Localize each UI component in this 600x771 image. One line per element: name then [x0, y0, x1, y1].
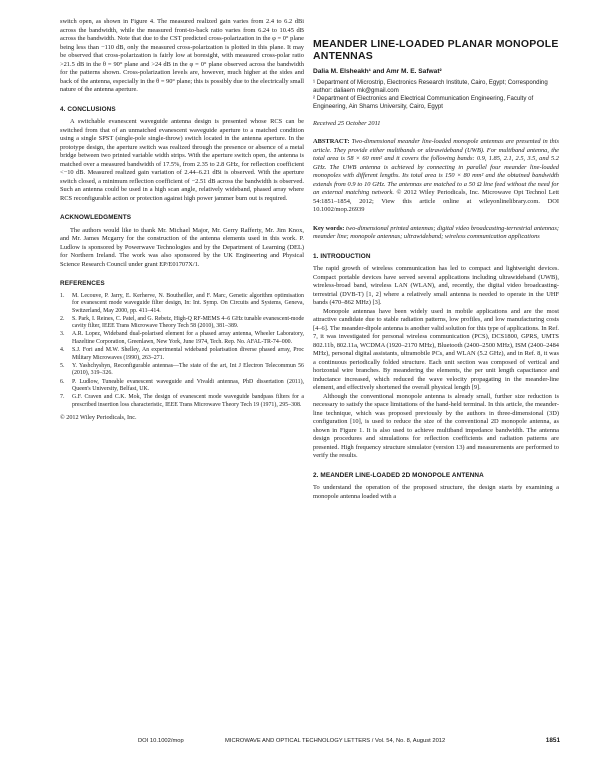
footer-journal: MICROWAVE AND OPTICAL TECHNOLOGY LETTERS / Vol. 54, No. 8, August 2012 — [225, 738, 446, 744]
keywords-text: two-dimensional printed antennas; digital video broadcasting-terrestrial antennas; meander line; monopole antennas; ultrawideband; wireless communication applications — [313, 224, 559, 240]
abstract-text: Two-dimensional meander line-loaded monopole antennas are presented in this article. They provide either multibands or ultrawideband (UWB). For multiband antenna, the total area is 58 × 60 mm² and it covers the following bands: 0.9, 1.85, 2.1, 2.5, 3.5, and 5.2 GHz. The UWB antenna is achieved by connecting in parallel four meander line-loaded monopoles with different lengths. Its total area is 150 × 80 mm² and the obtained bandwidth extends from 0.9 to 10 GHz. The antennas are matched to a 50 Ω line feed without the need for an external matching network. — [313, 138, 559, 196]
reference-text: P. Ludlow, Tuneable evanescent waveguide and Vivaldi antennas, PhD dissertation (2011), Queen's University, Belfast, UK. — [72, 378, 304, 393]
copyright-notice: © 2012 Wiley Periodicals, Inc. — [60, 414, 137, 422]
acknowledgments-paragraph: The authors would like to thank Mr. Michael Major, Mr. Gerry Rafferty, Mr. Jim Knox, and Mr. James Mcgarry for the construction of the antenna elements used in this work. P. Ludlow is sponsored by Powerwave Technologies and by the Department of Learning (DEL) for Northern Ireland. The work was also sponsored by the UK Engineering and Physical Science Research Council under grant EP/E01707X/1. — [60, 226, 304, 268]
conclusions-paragraph: A switchable evanescent waveguide antenna design is presented whose RCS can be switched from that of an unmatched evanescent waveguide aperture to a matched condition using a single SPST (single-pole single-throw) switch located in the antenna aperture. In the prototype design, the aperture switch was realized through the presence or absence of a metal bridge between two printed variable width strips. With the aperture switch open, the antenna is matched over a measured bandwidth of 17.5%, from 2.35 to 2.8 GHz, for reflection coefficient <−10 dB. Measured realized gain variation of 2.44–6.21 dBi is observed. With the aperture switch closed, a minimum reflection coefficient of −2.51 dB across the bandwidth is observed. Such an antenna could be used in a high scan angle, relatively wideband, phased array where RCS reconfigurable action or protection against high power jammer burn out is required. — [60, 118, 304, 202]
introduction-heading: 1. INTRODUCTION — [313, 252, 371, 260]
affiliation-1: ¹ Department of Microstrip, Electronics Research Institute, Cairo, Egypt; Corresponding author: daliaem mk@gmail.com — [313, 78, 548, 94]
reference-item — [60, 316, 304, 331]
article-authors: Dalia M. Elsheakh¹ and Amr M. E. Safwat² — [313, 68, 442, 75]
reference-text: A.R. Lopez, Wideband dual-polarised element for a phased array antenna, Wheeler Laboratory, Hazeltine Corporation, Greenlawn, New York, June 1974, Tech. Rep. No. AFAL-TR-74–000. — [72, 331, 304, 346]
reference-item — [60, 394, 304, 409]
affiliation-2: ² Department of Electronics and Electrical Communication Engineering, Faculty of Engineering, Ain Shams University, Cairo, Egypt — [313, 94, 534, 110]
abstract-citation: © 2012 Wiley Periodicals, Inc. Microwave Opt Technol Lett 54:1851–1854, 2012; View this article online at wileyonlinelibrary.com. DOI 10.1002/mop.26939 — [313, 189, 559, 213]
reference-text: Y. Yashchyshyn, Reconfigurable antennas—The state of the art, Int J Electron Telecommun 56 (2010), 319–326. — [72, 362, 304, 377]
reference-item — [60, 293, 304, 316]
reference-number: 3. — [60, 331, 65, 338]
keywords — [313, 225, 559, 242]
references-heading: REFERENCES — [60, 280, 105, 287]
introduction-paragraph-3: Although the conventional monopole antenna is already small, further size reduction is necessary to satisfy the space limitations of the hand-held terminal. In this article, the meander-line technique, which was proposed previously by the authors in three-dimensional (3D) configuration [10], is used to reduce the size of the conventional 2D monopole antenna, as shown in Figure 1. It is also used to achieve multiband impedance bandwidth. The antenna design procedures and simulations for reflection coefficients and radiation patterns are presented. High frequency structure simulator (version 13) and measurements are performed to verify the results. — [313, 392, 559, 459]
reference-item — [60, 363, 304, 378]
reference-item — [60, 331, 304, 346]
reference-text: M. Lecouve, P. Jarry, E. Kerherve, N. Boutheiller, and F. Marc, Genetic algorithm optimisation for evanescent mode waveguide filter design, In: Int. Symp. On Circuits and Systems, Geneva, Switzerland, May 2000, pp. 411–414. — [72, 292, 304, 314]
reference-number: 6. — [60, 378, 65, 385]
reference-number: 2. — [60, 315, 65, 322]
page-footer — [60, 735, 560, 747]
references-list — [60, 293, 304, 410]
reference-text: S.J. Fori and M.W. Shelley, An experimental wideband polarisation diverse phased array, Proc Military Microwaves (1990), 263–271. — [72, 347, 304, 361]
introduction-paragraph-2: Monopole antennas have been widely used in mobile applications and are the most attractive candidate due to stable radiation patterns, low profiles, and low manufacturing costs [4–6]. The meander-dipole antenna is another valid solution for this type of applications. In Ref. 7, it was investigated for personal wireless communication (PCS), DCS1800, GPRS, UMTS 802.11b, 802.11a, WCDMA (1920–2170 MHz), Bluetooth (2400–2500 MHz), ISM (2400–2484 MHz), personal digital assistants, ultramobile PCs, and WLAN (5.2 GHz), and in Ref. 8, it was a continuous periodically folded structure. Each unit section was composed of vertical and horizontal wire branches. By meandering the elements, the per unit length capacitance and inductance increased, which reduced the wave velocity propagating in the meander-line element, and effectively shortened the overall physical length [9]. — [313, 307, 559, 391]
section-2-paragraph: To understand the operation of the proposed structure, the design starts by examining a monopole antenna loaded with a — [313, 484, 559, 500]
abstract-label: ABSTRACT: — [313, 138, 350, 145]
results-paragraph: switch open, as shown in Figure 4. The measured realized gain varies from 2.4 to 6.2 dBi across the bandwidth, while the measured front-to-back ratio varies from 6.24 to 10.45 dB across the bandwidth. Note that due to the CST predicted cross-polarization in the φ = 0° plane being less than −110 dB, only the measured cross-polarization is plotted in this plane. It may be observed that cross-polarization is fairly low at boresight, with measured cross-polar ratio >21.5 dB in the θ = 90° plane and >24 dB in the φ = 0° plane observed across the bandwidth for the patterns shown. Cross-polarization levels are, however, much higher at the sides and back of the antenna, especially in the θ = 90° plane; this is possibly due to the electrically small nature of the antenna aperture. — [60, 18, 305, 93]
conclusions-heading: 4. CONCLUSIONS — [60, 105, 116, 113]
left-column — [60, 18, 304, 423]
received-date: Received 25 October 2011 — [313, 119, 381, 127]
reference-number: 1. — [60, 292, 65, 299]
reference-number: 4. — [60, 347, 65, 354]
page-number: 1851 — [545, 737, 560, 744]
reference-number: 7. — [60, 394, 65, 401]
article-title: MEANDER LINE-LOADED PLANAR MONOPOLE ANTENNAS — [313, 38, 559, 62]
reference-number: 5. — [60, 362, 65, 369]
keywords-label: Key words: — [313, 224, 345, 232]
introduction-paragraph-1: The rapid growth of wireless communication has led to compact and lightweight devices. Compact portable devices have served several applications including ultrawideband (UWB), wireless-broad band, wireless LAN (WLAN), and, recently, the digital video broadcasting-terrestrial (DVB-T) [1, 2] where a relatively small antenna is needed to operate in the UHF bands (470–862 MHz) [3]. — [313, 265, 559, 306]
section-2-heading: 2. MEANDER LINE-LOADED 2D MONOPOLE ANTENNA — [313, 471, 484, 479]
reference-item — [60, 379, 304, 394]
reference-text: G.F. Craven and C.K. Mok, The design of evanescent mode waveguide bandpass filters for a prescribed insertion loss characteristic, IEEE Trans Microwave Theory Tech 19 (1971), 295–308. — [72, 394, 304, 408]
abstract — [313, 138, 559, 215]
reference-text: S. Park, I. Reines, C. Patel, and G. Rebeiz, High-Q RF-MEMS 4–6 GHz tunable evanescent-mode cavity filter, IEEE Trans Microwave Theory Tech 58 (2010), 381–389. — [72, 315, 304, 330]
right-column — [313, 18, 559, 501]
footer-doi: DOI 10.1002/mop — [138, 738, 184, 744]
reference-item — [60, 347, 304, 362]
acknowledgments-heading: ACKNOWLEDGMENTS — [60, 214, 132, 221]
